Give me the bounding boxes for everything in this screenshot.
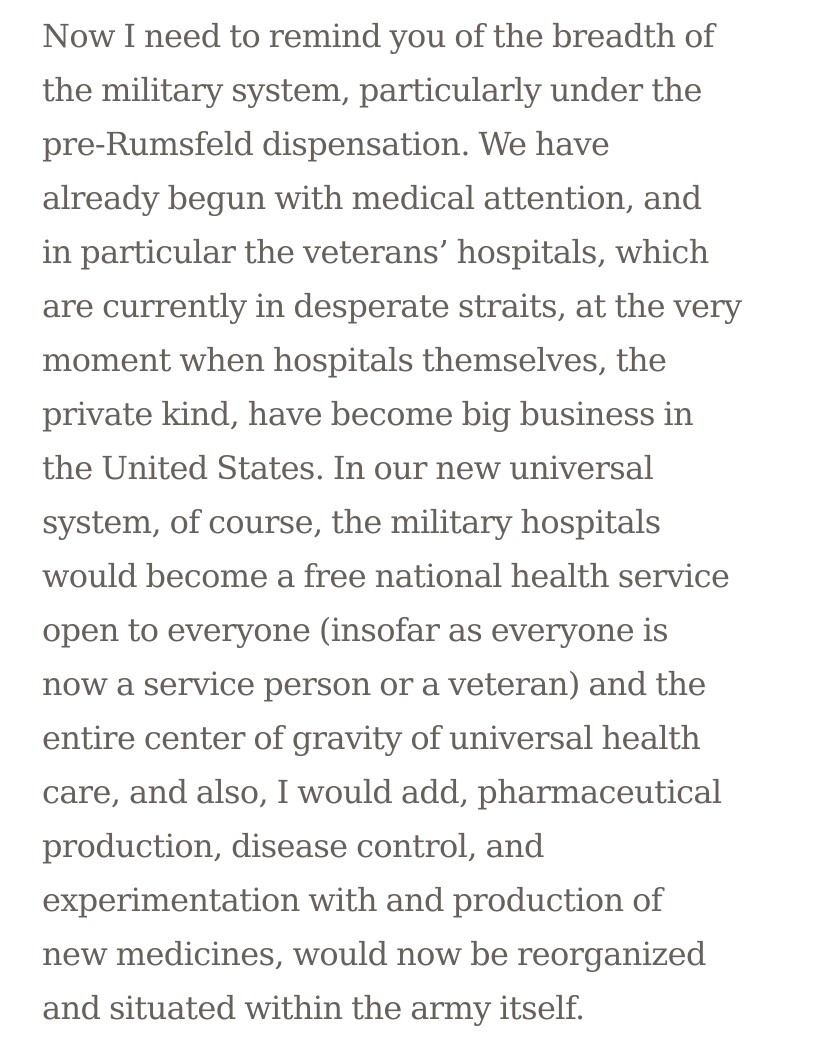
text-line: care, and also, I would add, pharmaceutical — [42, 773, 722, 811]
text-line: and situated within the army itself. — [42, 989, 585, 1027]
text-line: in particular the veterans’ hospitals, which — [42, 233, 709, 271]
text-line: private kind, have become big business in — [42, 395, 694, 433]
text-line: new medicines, would now be reorganized — [42, 935, 706, 973]
text-line: experimentation with and production of — [42, 881, 663, 919]
text-line: production, disease control, and — [42, 827, 544, 865]
text-line: now a service person or a veteran) and the — [42, 665, 706, 703]
text-line: the United States. In our new universal — [42, 449, 654, 487]
text-line: system, of course, the military hospitals — [42, 503, 661, 541]
text-line: pre-Rumsfeld dispensation. We have — [42, 125, 610, 163]
text-line: Now I need to remind you of the breadth of — [42, 17, 714, 55]
text-line: already begun with medical attention, and — [42, 179, 702, 217]
text-line: are currently in desperate straits, at the very — [42, 287, 742, 325]
text-line: moment when hospitals themselves, the — [42, 341, 667, 379]
text-passage — [42, 9, 822, 1035]
text-line: entire center of gravity of universal health — [42, 719, 701, 757]
text-line: would become a free national health service — [42, 557, 730, 595]
text-line: the military system, particularly under the — [42, 71, 702, 109]
text-line: open to everyone (insofar as everyone is — [42, 611, 669, 649]
